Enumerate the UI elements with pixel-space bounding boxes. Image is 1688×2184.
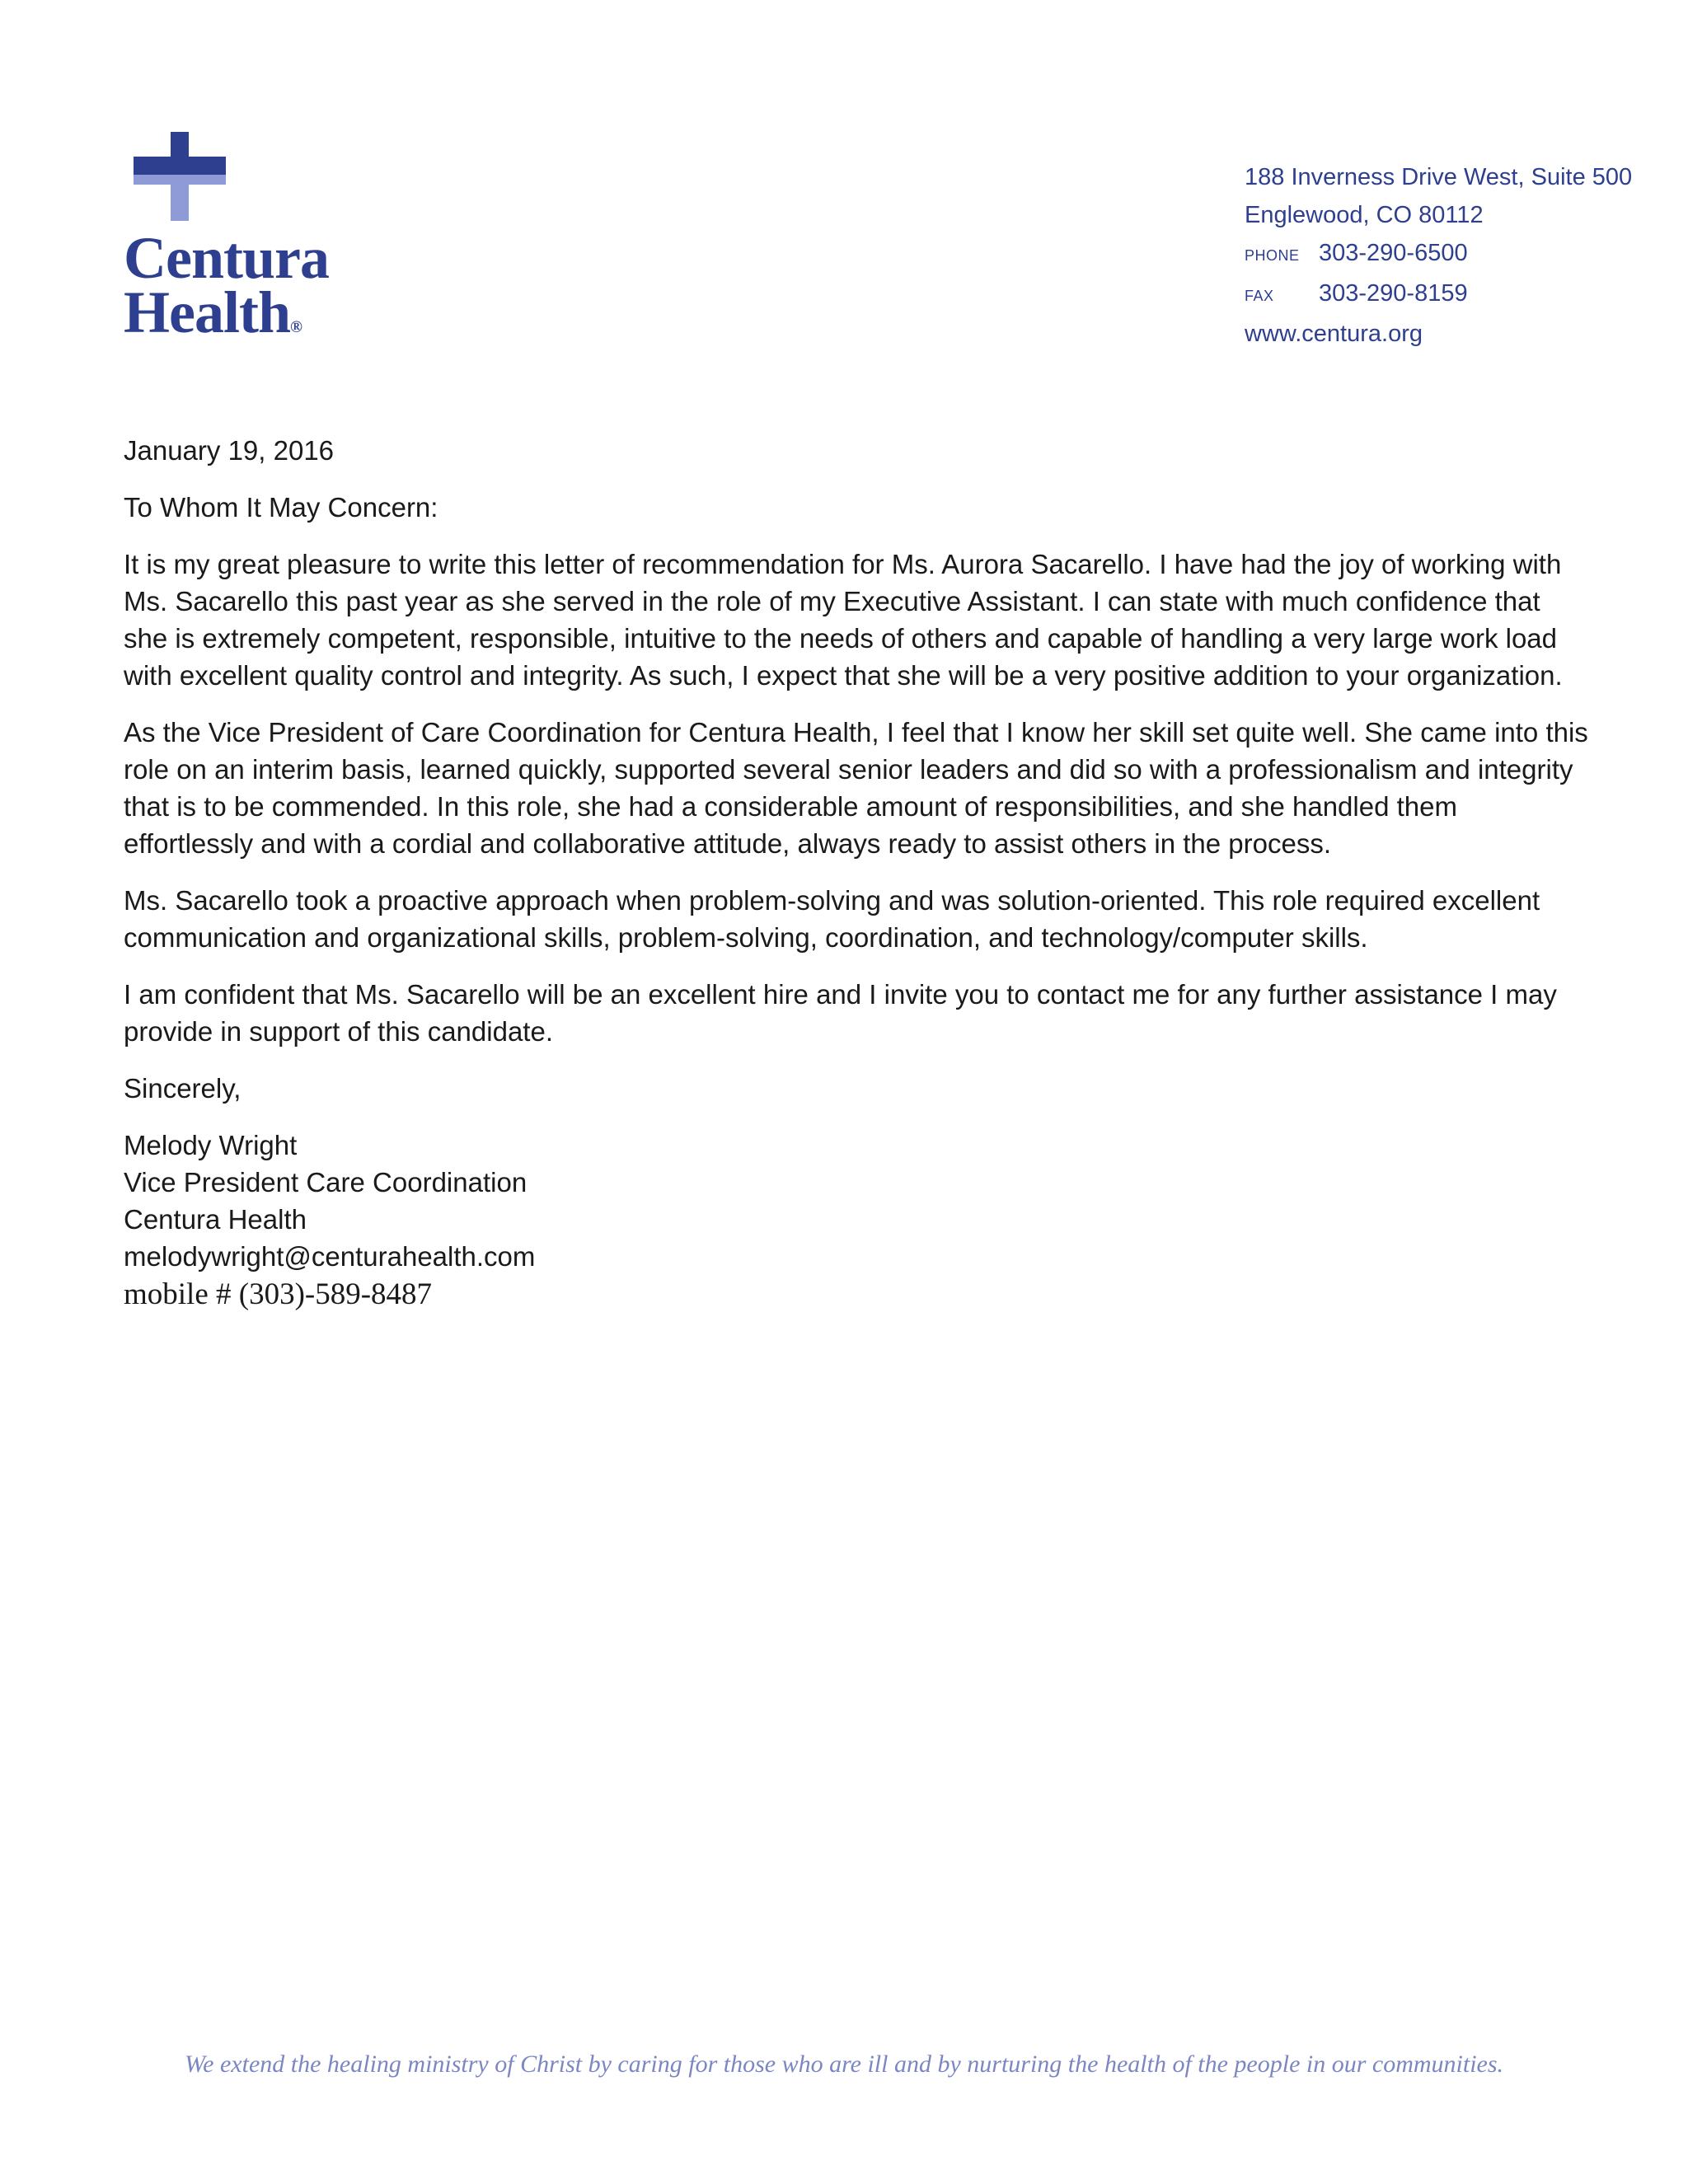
- signer-name: Melody Wright: [124, 1130, 298, 1160]
- logo-line-1: Centura: [124, 225, 329, 291]
- centura-health-logo: [124, 132, 387, 346]
- letter-closing: Sincerely,: [124, 1073, 241, 1104]
- letterhead-address: [1245, 158, 1632, 353]
- phone-number: 303-290-6500: [1319, 240, 1468, 266]
- address-city: Englewood, CO 80112: [1245, 202, 1484, 228]
- cross-logo-icon: [134, 132, 232, 231]
- fax-label: FAX: [1245, 288, 1274, 304]
- signer-email: melodywright@centurahealth.com: [124, 1241, 536, 1272]
- letter-body: [124, 432, 1591, 1315]
- letter-paragraph: Ms. Sacarello took a proactive approach when problem-solving and was solution-oriented. This role required excellent communication and organizational skills, problem-solving, coordination, and technology/computer skills.: [124, 885, 1540, 953]
- logo-line-2: Health®: [124, 279, 302, 345]
- address-website: www.centura.org: [1245, 321, 1423, 347]
- address-phone: [1245, 234, 1632, 274]
- mission-statement-footer: We extend the healing ministry of Christ by caring for those who are ill and by nurturing the health of the people in our communities.: [184, 2050, 1504, 2078]
- letter-paragraph: It is my great pleasure to write this letter of recommendation for Ms. Aurora Sacarello. I have had the joy of working with Ms. Sacarello this past year as she served in the role of my Executive Assistant. I can state with much confidence that she is extremely competent, responsible, intuitive to the needs of others and capable of handling a very large work load with excellent quality control and integrity. As such, I expect that she will be a very positive addition to your organization.: [124, 549, 1563, 691]
- letter-paragraph: I am confident that Ms. Sacarello will be an excellent hire and I invite you to contact me for any further assistance I may provide in support of this candidate.: [124, 979, 1557, 1047]
- letter-paragraph: As the Vice President of Care Coordination for Centura Health, I feel that I know her skill set quite well. She came into this role on an interim basis, learned quickly, supported several senior leaders and did so with a professionalism and integrity that is to be commended. In this role, she had a considerable amount of responsibilities, and she handled them effortlessly and with a cordial and collaborative attitude, always ready to assist others in the process.: [124, 717, 1588, 859]
- signer-title: Vice President Care Coordination: [124, 1167, 528, 1197]
- letter-date: January 19, 2016: [124, 435, 335, 466]
- signer-mobile: mobile # (303)-589-8487: [124, 1277, 433, 1311]
- phone-label: PHONE: [1245, 247, 1300, 264]
- letter-salutation: To Whom It May Concern:: [124, 492, 438, 523]
- signer-organization: Centura Health: [124, 1204, 307, 1235]
- fax-number: 303-290-8159: [1319, 280, 1468, 307]
- address-fax: [1245, 274, 1632, 315]
- logo-wordmark: [124, 225, 329, 354]
- address-street: 188 Inverness Drive West, Suite 500: [1245, 164, 1633, 190]
- signature-block: [124, 1127, 1591, 1315]
- registered-mark: ®: [289, 318, 302, 336]
